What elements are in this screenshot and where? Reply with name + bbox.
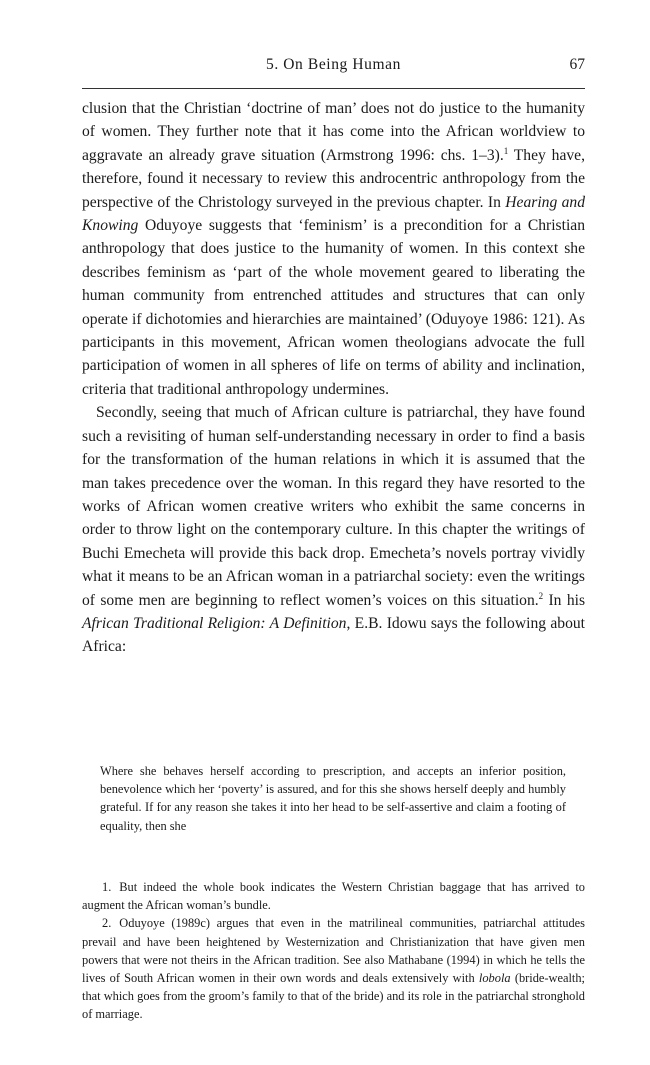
body-text	[82, 97, 585, 659]
page-number: 67	[569, 56, 585, 73]
footnotes	[82, 878, 585, 1024]
paragraph-2-part-a: Secondly, seeing that much of African culture is patriarchal, they have found such a revisiting of human self-understanding necessary in order to find a basis for the transformation of the human relations in which it is assumed that the man takes precedence over the woman. In this regard they have resorted to the works of African women creative writers who exhibit the same concerns in order to throw light on the contemporary culture. In this chapter the writings of Buchi Emecheta will provide this back drop. Emecheta’s novels portray vividly what it means to be an African woman in a patriarchal society: even the writings of some men are beginning to reflect women’s voices on this situation.	[82, 404, 585, 609]
paragraph-2-part-b: In his	[543, 591, 586, 609]
paragraph-1-part-a: clusion that the Christian ‘doctrine of man’ does not do justice to the humanity of women. They further note that it has come into the African worldview to aggravate an already grave situation (Armstrong 1996: chs. 1–3).	[82, 100, 585, 164]
footnote-2-term-lobola: lobola	[478, 971, 511, 986]
footnote-2	[82, 914, 585, 1023]
book-title-hearing-and-knowing: Hearing and Knowing	[82, 193, 585, 235]
footnote-2-number: 2.	[102, 916, 112, 931]
footnote-2-text-b: (bride-wealth; that which goes from the groom’s family to that of the bride) and its role in the patriarchal stronghold of marriage.	[82, 971, 585, 1022]
footnote-ref-1[interactable]: 1	[503, 145, 509, 156]
header-rule	[82, 88, 585, 89]
footnote-1-number: 1.	[102, 880, 112, 894]
running-header	[82, 52, 585, 78]
book-title-african-traditional-religion: African Traditional Religion: A Definition	[82, 614, 347, 632]
paragraph-2	[82, 401, 585, 658]
chapter-title: 5. On Being Human	[265, 56, 402, 73]
footnote-ref-2[interactable]: 2	[538, 590, 544, 601]
block-quote: Where she behaves herself according to prescription, and accepts an inferior position, benevolence which her ‘poverty’ is assured, and for this she shows herself deeply and humbly grateful. If for any reason she takes it into her head to be self-assertive and claim a footing of equality, then she	[100, 764, 566, 833]
paragraph-2-part-c: , E.B. Idowu says the following about Africa:	[82, 614, 585, 656]
paragraph-1-part-b: They have, therefore, found it necessary to review this androcentric anthropology from the perspective of the Christology surveyed in the previous chapter. In	[82, 146, 585, 211]
footnote-2-text-a: Oduyoye (1989c) argues that even in the matrilineal communities, patriarchal attitudes prevail and have been heightened by Westernization and Christianization that have given men powers that were not theirs in the African tradition. See also Mathabane (1994) in which he tells the lives of South African women in their own words and deals extensively with	[82, 916, 585, 986]
paragraph-1	[82, 97, 585, 401]
footnote-1-text: But indeed the whole book indicates the Western Christian baggage that has arrived to augment the African woman’s bundle.	[82, 880, 585, 913]
footnote-1	[82, 878, 585, 914]
paragraph-1-part-c: Oduyoye suggests that ‘feminism’ is a precondition for a Christian anthropology that does justice to the humanity of women. In this context she describes feminism as ‘part of the whole movement geared to liberating the human community from entrenched attitudes and structures that can only operate if dichotomies and hierarchies are maintained’ (Oduyoye 1986: 121). As participants in this movement, African women theologians advocate the full participation of women in all spheres of life on terms of ability and inclination, criteria that traditional anthropology undermines.	[82, 217, 585, 398]
